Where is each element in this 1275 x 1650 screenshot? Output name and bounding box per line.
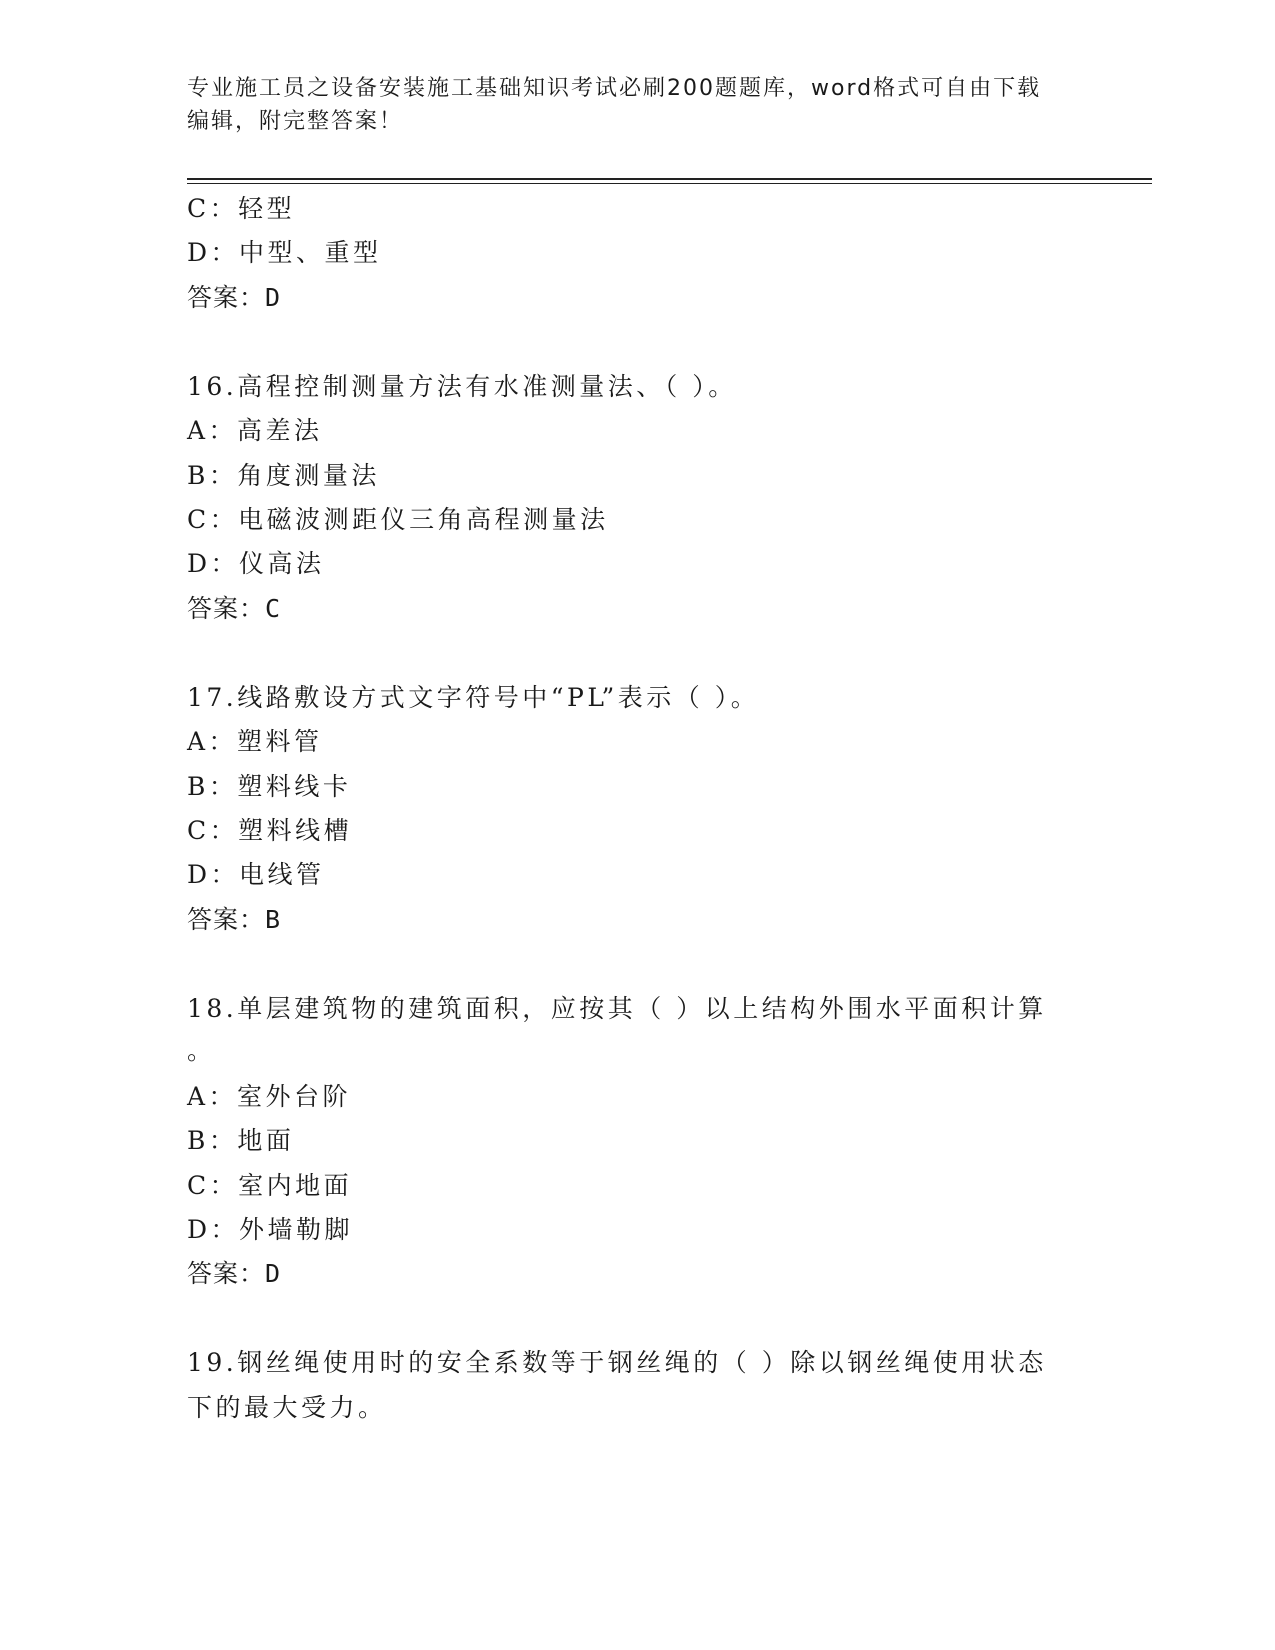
answer-label: 答案：: [187, 283, 266, 312]
answer-value: D: [265, 1259, 282, 1288]
question-text: 17.线路敷设方式文字符号中“PL”表示（ ）。: [187, 683, 760, 712]
question-text: 18.单层建筑物的建筑面积，应按其（ ）以上结构外围水平面积计算: [187, 994, 1047, 1023]
header-line-1: 专业施工员之设备安装施工基础知识考试必刷200题题库，word格式可自由下载: [187, 76, 1042, 101]
option-c: C：轻型: [187, 194, 296, 223]
header-rule-thick: [187, 178, 1152, 180]
question-text-continued: 。: [187, 1036, 216, 1065]
option-d: D：中型、重型: [187, 238, 382, 267]
option-d: D：外墙勒脚: [187, 1215, 354, 1244]
option-c: C：室内地面: [187, 1171, 353, 1200]
option-a: A：高差法: [187, 416, 323, 445]
option-b: B：地面: [187, 1126, 295, 1155]
answer-value: C: [265, 594, 282, 623]
answer-line: [187, 594, 281, 624]
answer-label: 答案：: [187, 1259, 266, 1288]
question-text: 16.高程控制测量方法有水准测量法、（ ）。: [187, 372, 737, 401]
answer-label: 答案：: [187, 905, 266, 934]
option-c: C：电磁波测距仪三角高程测量法: [187, 505, 609, 534]
question-text: 19.钢丝绳使用时的安全系数等于钢丝绳的（ ）除以钢丝绳使用状态: [187, 1348, 1047, 1377]
option-d: D：电线管: [187, 860, 325, 889]
header-rule-thin: [187, 183, 1152, 184]
answer-value: D: [265, 283, 282, 312]
option-a: A：室外台阶: [187, 1082, 352, 1111]
header-line-2: 编辑，附完整答案！: [187, 109, 404, 134]
option-c: C：塑料线槽: [187, 816, 353, 845]
option-b: B：角度测量法: [187, 461, 380, 490]
answer-line: [187, 283, 281, 313]
page-header: [187, 72, 1067, 138]
answer-line: [187, 1259, 281, 1289]
answer-value: B: [265, 905, 282, 934]
answer-label: 答案：: [187, 594, 266, 623]
option-d: D：仪高法: [187, 549, 325, 578]
option-b: B：塑料线卡: [187, 772, 352, 801]
answer-line: [187, 905, 281, 935]
option-a: A：塑料管: [187, 727, 323, 756]
question-text-continued: 下的最大受力。: [187, 1393, 387, 1422]
